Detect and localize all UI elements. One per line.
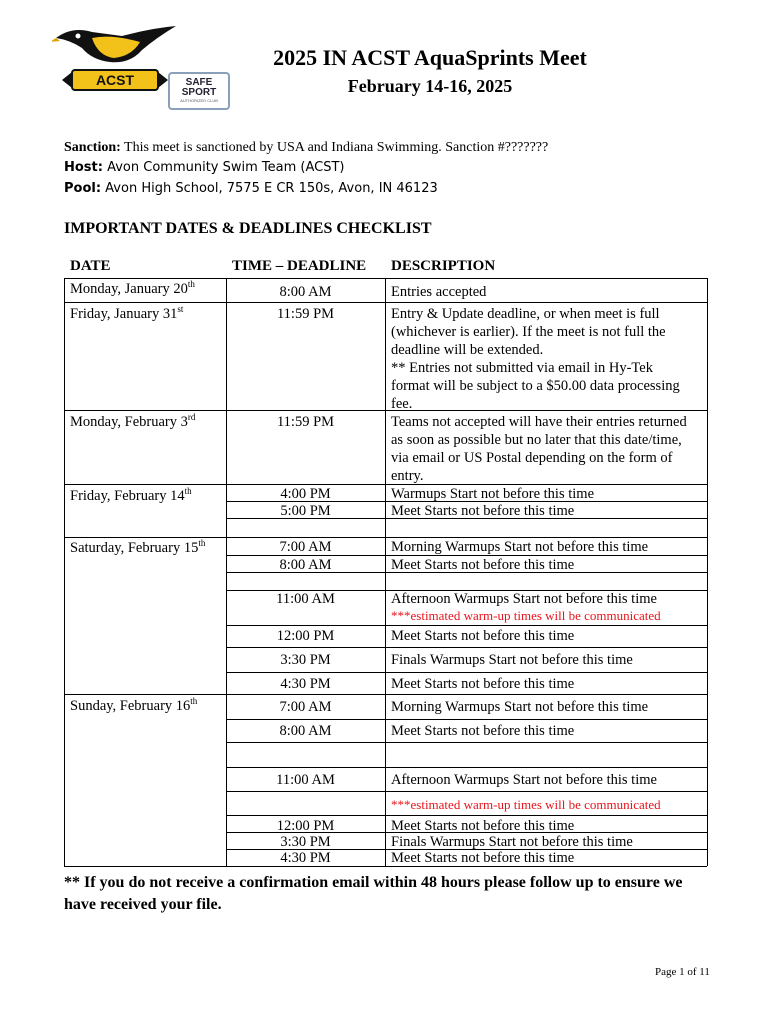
column-header-time: TIME – DEADLINE (232, 258, 367, 274)
time-cell: 11:00 AM (276, 772, 335, 788)
warmup-note: ***estimated warm-up times will be communicated (391, 797, 661, 812)
safe-sport-subtext: AUTHORIZED CLUB (180, 98, 218, 103)
date-cell: Monday, January 20th (70, 279, 195, 297)
time-cell: 4:30 PM (280, 850, 331, 866)
date-cell: Saturday, February 15th (70, 538, 206, 556)
description-cell: Entries accepted (391, 284, 487, 300)
description-cell: Morning Warmups Start not before this time (391, 539, 649, 555)
time-cell: 7:00 AM (279, 539, 332, 555)
description-cell: Finals Warmups Start not before this time (391, 652, 633, 668)
pool-line (64, 181, 438, 196)
description-cell: Warmups Start not before this time (391, 486, 594, 502)
page-title: 2025 IN ACST AquaSprints Meet (273, 45, 587, 70)
time-cell: 4:00 PM (280, 486, 331, 502)
date-cell: Friday, February 14th (70, 486, 192, 504)
description-cell: Meet Starts not before this time (391, 503, 575, 519)
pool-label: Pool: (64, 181, 102, 196)
description-cell: Afternoon Warmups Start not before this time (391, 591, 657, 607)
description-cell: Afternoon Warmups Start not before this time (391, 772, 657, 788)
time-cell: 11:59 PM (276, 414, 335, 430)
host-label: Host: (64, 160, 103, 175)
column-header-description: DESCRIPTION (391, 258, 496, 274)
description-cell: Finals Warmups Start not before this time (391, 834, 633, 850)
acst-logo-text: ACST (95, 72, 135, 88)
time-cell: 11:00 AM (276, 591, 335, 607)
date-cell: Sunday, February 16th (70, 696, 198, 714)
safe-sport-text: SAFE SPORT (181, 77, 217, 98)
time-cell: 4:30 PM (280, 676, 331, 692)
time-cell: 8:00 AM (279, 284, 332, 300)
sanction-label: Sanction: (64, 140, 121, 155)
pool-text: Avon High School, 7575 E CR 150s, Avon, IN 46123 (101, 181, 438, 196)
sanction-line (64, 140, 548, 156)
description-cell: (whichever is earlier). If the meet is not full the (391, 324, 666, 340)
confirmation-footnote: ** If you do not receive a confirmation email within 48 hours please follow up to ensure we have received your file. (64, 874, 683, 913)
description-cell: Meet Starts not before this time (391, 557, 575, 573)
page-number: Page 1 of 11 (655, 966, 710, 978)
warmup-note: ***estimated warm-up times will be communicated (391, 608, 661, 623)
time-cell: 12:00 PM (276, 628, 335, 644)
description-cell: Entry & Update deadline, or when meet is full (391, 306, 660, 322)
date-cell: Monday, February 3rd (70, 412, 196, 430)
time-cell: 8:00 AM (279, 557, 332, 573)
description-cell: Meet Starts not before this time (391, 818, 575, 834)
description-cell: format will be subject to a $50.00 data processing (391, 378, 680, 394)
host-text: Avon Community Swim Team (ACST) (102, 160, 345, 175)
description-cell: as soon as possible but no later that this date/time, (391, 432, 682, 448)
time-cell: 7:00 AM (279, 699, 332, 715)
description-cell: Meet Starts not before this time (391, 628, 575, 644)
description-cell: entry. (391, 468, 424, 484)
description-cell: ** Entries not submitted via email in Hy-Tek (391, 360, 653, 376)
time-cell: 3:30 PM (280, 834, 331, 850)
description-cell: Meet Starts not before this time (391, 676, 575, 692)
sanction-text: This meet is sanctioned by USA and Indiana Swimming. Sanction #??????? (120, 140, 549, 155)
meet-dates: February 14-16, 2025 (347, 76, 513, 96)
host-line (64, 160, 344, 175)
description-cell: Teams not accepted will have their entries returned (391, 414, 687, 430)
column-header-date: DATE (70, 258, 111, 274)
date-cell: Friday, January 31st (70, 304, 184, 322)
time-cell: 3:30 PM (280, 652, 331, 668)
checklist-heading: IMPORTANT DATES & DEADLINES CHECKLIST (64, 220, 432, 237)
description-cell: fee. (391, 396, 413, 412)
description-cell: via email or US Postal depending on the form of (391, 450, 673, 466)
description-cell: Meet Starts not before this time (391, 850, 575, 866)
time-cell: 5:00 PM (280, 503, 331, 519)
time-cell: 11:59 PM (276, 306, 335, 322)
description-cell: deadline will be extended. (391, 342, 544, 358)
time-cell: 12:00 PM (276, 818, 335, 834)
description-cell: Meet Starts not before this time (391, 723, 575, 739)
acst-logo (52, 20, 182, 100)
description-cell: Morning Warmups Start not before this time (391, 699, 649, 715)
time-cell: 8:00 AM (279, 723, 332, 739)
